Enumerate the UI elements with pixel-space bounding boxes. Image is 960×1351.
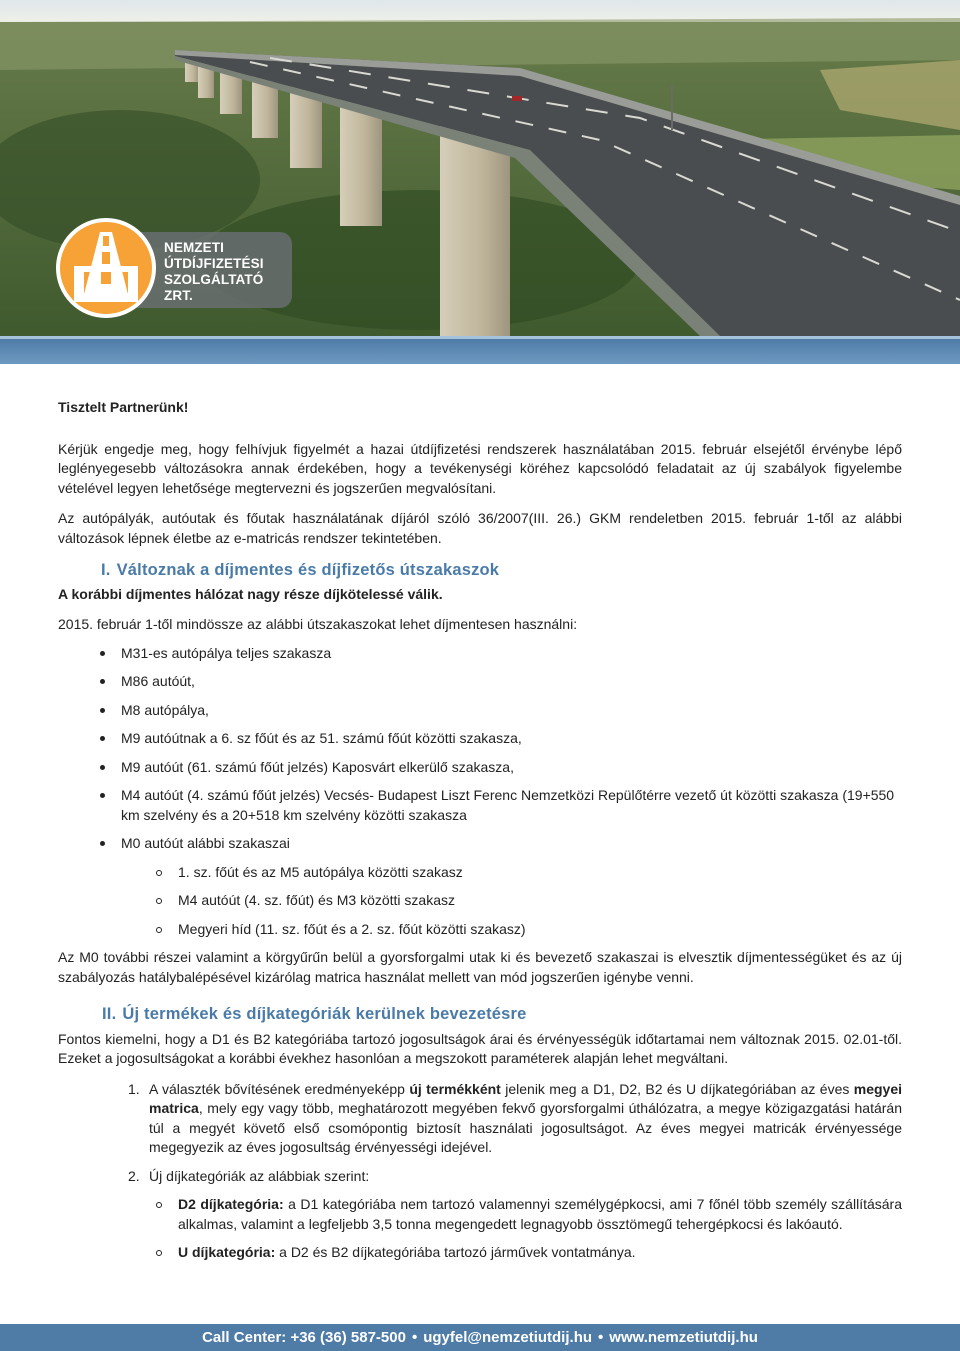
logo-line-3: SZOLGÁLTATÓ ZRT. xyxy=(164,272,264,303)
list-item: M8 autópálya, xyxy=(58,701,902,721)
category-label: U díjkategória: xyxy=(178,1244,276,1260)
item-text: Új díjkategóriák az alábbiak szerint: xyxy=(149,1167,370,1184)
list-item: M86 autóút, xyxy=(58,672,902,692)
highway-road-icon xyxy=(56,218,156,318)
list-item xyxy=(58,1080,902,1158)
email-link[interactable]: ugyfel@nemzetiutdij.hu xyxy=(423,1329,593,1346)
list-item xyxy=(58,1167,902,1187)
section-1-closing: Az M0 további részei valamint a körgyűrűn belül a gyorsforgalmi utak ki és bevezető szakaszai is elvesztik díjmentességüket és az új szabályozás hatálybalépésével kizárólag matrica használat mellett van mód jogszerűen igénybe venni. xyxy=(58,949,902,985)
list-item: 1. sz. főút és az M5 autópálya közötti szakasz xyxy=(58,863,902,883)
letter-body xyxy=(58,398,902,1272)
logo-line-1: NEMZETI xyxy=(164,240,224,255)
list-item: M9 autóút (61. számú főút jelzés) Kaposvárt elkerülő szakasza, xyxy=(58,758,902,778)
footer-separator: • xyxy=(411,1329,418,1346)
item-number: 2. xyxy=(128,1167,140,1184)
list-item: M0 autóút alábbi szakaszai xyxy=(58,834,902,854)
item-number: 1. xyxy=(128,1080,140,1097)
list-item: M9 autóútnak a 6. sz főút és az 51. számú főút közötti szakasza, xyxy=(58,729,902,749)
footer-separator: • xyxy=(598,1329,604,1346)
section-1-number: I. xyxy=(101,561,111,579)
item-text: jelenik meg a D1, D2, B2 és U díjkategóriában az éves xyxy=(500,1080,854,1097)
regulation-paragraph: Az autópályák, autóutak és főutak használatának díjáról szóló 36/2007(III. 26.) GKM rendeletben 2015. február 1-től az alábbi változások lépnek életbe az e-matricás rendszer tekintetében. xyxy=(58,510,902,546)
category-text: a D1 kategóriába nem tartozó valamennyi személygépkocsi, ami 7 főnél több személy szállítására alkalmas, valamint a legfeljebb 3,5 tonna megengedett legnagyobb össztömegű tehergépkocsi és lakóautó. xyxy=(178,1196,902,1232)
m0-section-list xyxy=(58,863,902,940)
toll-free-road-list xyxy=(58,644,902,854)
logo-line-2: ÚTDÍJFIZETÉSI xyxy=(164,256,264,271)
call-center-text: Call Center: +36 (36) 587-500 xyxy=(202,1329,406,1346)
greeting: Tisztelt Partnerünk! xyxy=(58,399,189,415)
item-text: A választék bővítésének eredményeképp xyxy=(149,1080,410,1097)
item-highlight: új termékként xyxy=(409,1080,501,1097)
section-2-title: Új termékek és díjkategóriák kerülnek bevezetésre xyxy=(122,1005,527,1023)
list-item: M4 autóút (4. számú főút jelzés) Vecsés- Budapest Liszt Ferenc Nemzetközi Repülőtérre vezető út közötti szakasza (19+550 km szelvény és a 20+518 km szelvény közötti szakasza xyxy=(58,786,902,825)
item-text: , mely egy vagy több, meghatározott megyében fekvő gyorsforgalmi úthálózatra, a megye közigazgatási határán túl a megyét követő első csomópontig biztosít használati jogosultságot. Az éves megyei matricák érvényessége megegyezik az éves jogosultság érvényességi idejével. xyxy=(149,1100,902,1155)
section-2-heading xyxy=(102,1005,902,1025)
section-1-title: Változnak a díjmentes és díjfizetős útszakaszok xyxy=(116,561,500,579)
footer-bar xyxy=(0,1324,960,1351)
list-item: M4 autóút (4. sz. főút) és M3 közötti szakasz xyxy=(58,891,902,911)
header-photo xyxy=(0,0,960,336)
header-band xyxy=(0,336,960,364)
section-1-subtitle: A korábbi díjmentes hálózat nagy része díjkötelessé válik. xyxy=(58,585,443,602)
list-item xyxy=(58,1243,902,1263)
category-label: D2 díjkategória: xyxy=(178,1196,284,1212)
list-item xyxy=(58,1195,902,1234)
section-1-heading xyxy=(101,561,902,581)
item-highlight: megyei matrica xyxy=(149,1080,902,1116)
category-list xyxy=(58,1195,902,1263)
section-2-intro: Fontos kiemelni, hogy a D1 és B2 kategóriába tartozó jogosultságok árai és érvényességük időtartamai nem változnak 2015. 02.01-től. Ezeket a jogosultságokat a korábbi évekhez hasonlóan a megszokott paraméterek alapján lehet megváltani. xyxy=(58,1030,902,1066)
website-link[interactable]: www.nemzetiutdij.hu xyxy=(609,1329,758,1346)
category-text: a D2 és B2 díjkategóriába tartozó járművek vontatmánya. xyxy=(275,1244,636,1260)
list-item: Megyeri híd (11. sz. főút és a 2. sz. főút közötti szakasz) xyxy=(58,920,902,940)
section-2-number: II. xyxy=(102,1005,117,1023)
company-logo xyxy=(56,218,292,318)
logo-text xyxy=(164,240,294,304)
list-item: M31-es autópálya teljes szakasza xyxy=(58,644,902,664)
section-1-lead: 2015. február 1-től mindössze az alábbi útszakaszokat lehet díjmentesen használni: xyxy=(58,616,578,632)
intro-paragraph: Kérjük engedje meg, hogy felhívjuk figyelmét a hazai útdíjfizetési rendszerek használatában 2015. február elsejétől érvénybe lépő leglényegesebb változásokra annak érdekében, hogy a tevékenységi köréhez kapcsolódó feladatait az új szabályok figyelembe vételével legyen lehetősége megtervezni és jogszerűen megvalósítani. xyxy=(58,440,902,496)
new-products-list xyxy=(58,1080,902,1187)
